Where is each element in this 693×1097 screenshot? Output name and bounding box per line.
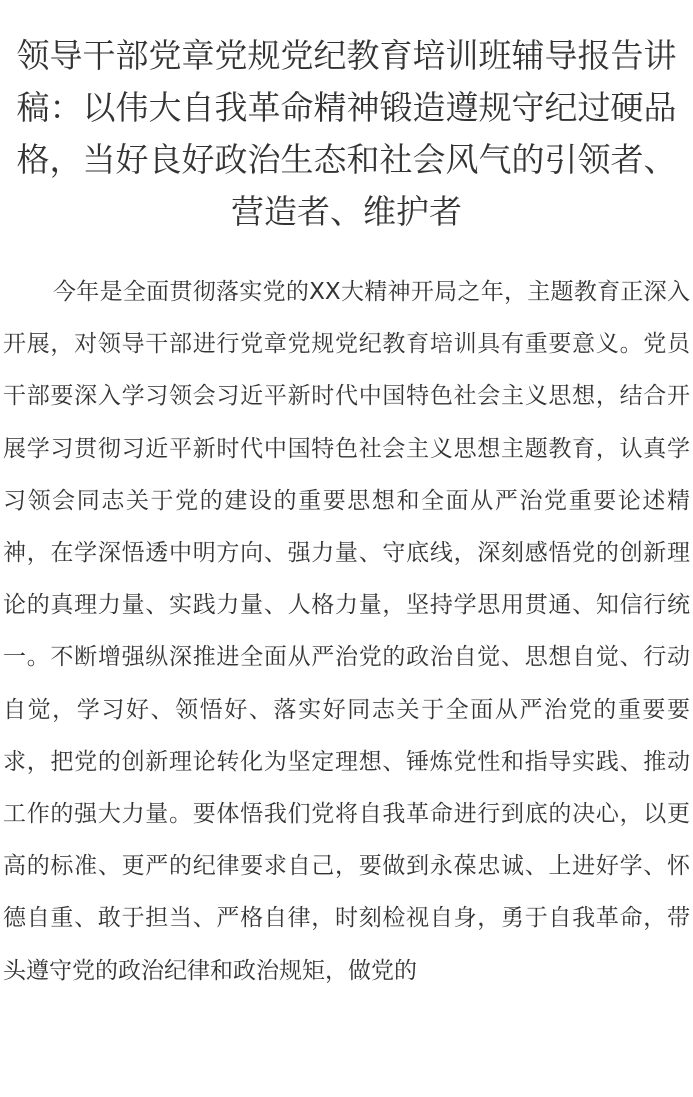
document-title: 领导干部党章党规党纪教育培训班辅导报告讲稿：以伟大自我革命精神锻造遵规守纪过硬品格，当好良好政治生态和社会风气的引领者、营造者、维护者 xyxy=(16,36,677,231)
document-paragraph: 今年是全面贯彻落实党的XX大精神开局之年，主题教育正深入开展，对领导干部进行党章党规党纪教育培训具有重要意义。党员干部要深入学习领会习近平新时代中国特色社会主义思想，结合开展学习贯彻习近平新时代中国特色社会主义思想主题教育，认真学习领会同志关于党的建设的重要思想和全面从严治党重要论述精神，在学深悟透中明方向、强力量、守底线，深刻感悟党的创新理论的真理力量、实践力量、人格力量，坚持学思用贯通、知信行统一。不断增强纵深推进全面从严治党的政治自觉、思想自觉、行动自觉，学习好、领悟好、落实好同志关于全面从严治党的重要要求，把党的创新理论转化为坚定理想、锤炼党性和指导实践、推动工作的强大力量。要体悟我们党将自我革命进行到底的决心，以更高的标准、更严的纪律要求自己，要做到永葆忠诚、上进好学、怀德自重、敢于担当、严格自律，时刻检视自身，勇于自我革命，带头遵守党的政治纪律和政治规矩，做党的 xyxy=(3,279,690,984)
